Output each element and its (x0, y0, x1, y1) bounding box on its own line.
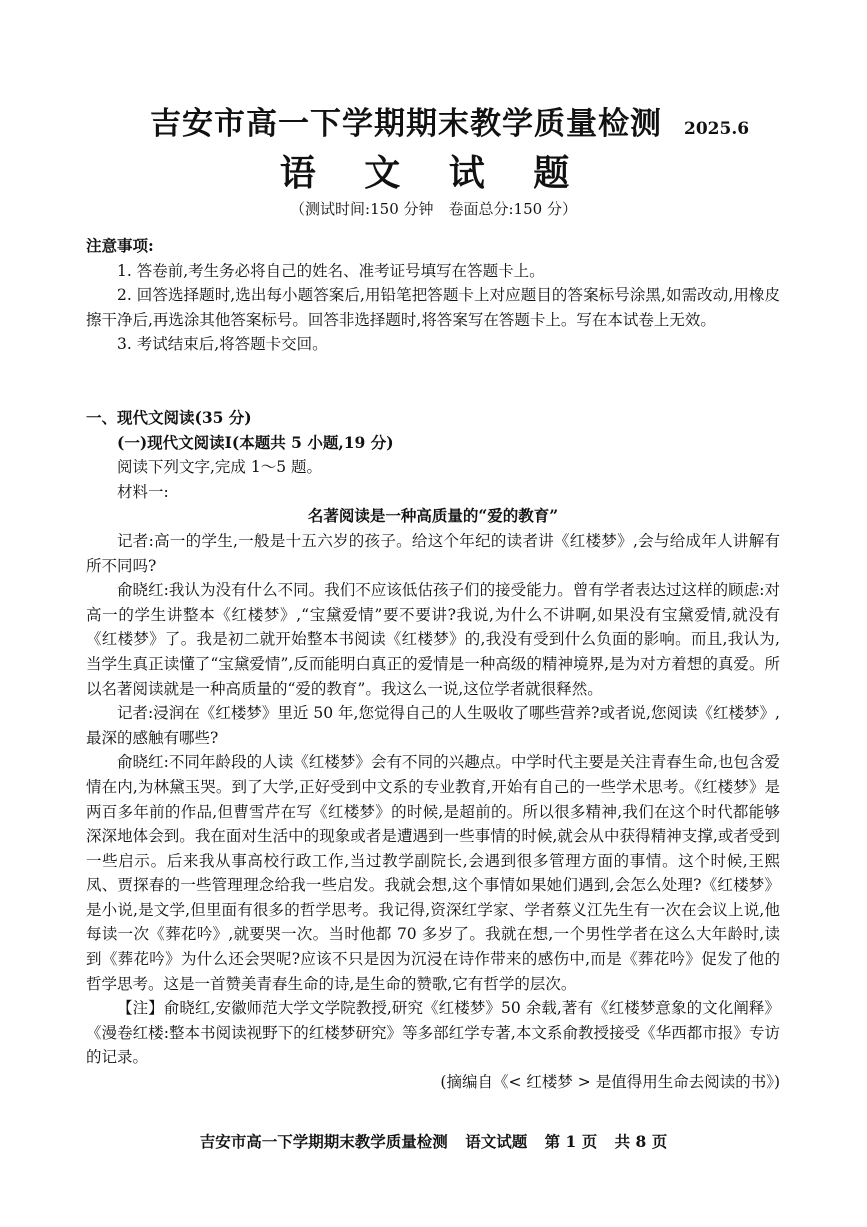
section-subheading: (一)现代文阅读Ⅰ(本题共 5 小题,19 分) (117, 432, 394, 452)
notice-item-1: 1. 答卷前,考生务必将自己的姓名、准考证号填写在答题卡上。 (117, 261, 545, 280)
section-block (86, 406, 780, 1095)
notice-item-2: 2. 回答选择题时,选出每小题答案后,用铅笔把答题卡上对应题目的答案标号涂黑,如需改动,用橡皮擦干净后,再选涂其他答案标号。回答非选择题时,将答案写在答题卡上。写在本试卷上无效。 (86, 286, 780, 329)
article-source: (摘编自《< 红楼梦 > 是值得用生命去阅读的书》) (440, 1073, 780, 1092)
article-paragraph-1: 记者:高一的学生,一般是十五六岁的孩子。给这个年纪的读者讲《红楼梦》,会与给成年人讲解有所不同吗? (86, 531, 780, 575)
notice-block (86, 234, 780, 357)
exam-date: 2025.6 (684, 119, 750, 139)
subject-title: 语 文 试 题 (279, 152, 588, 194)
footer-page-number: 第 1 页 (544, 1132, 598, 1151)
notice-item-3: 3. 考试结束后,将答题卡交回。 (117, 335, 328, 354)
section-heading: 一、现代文阅读(35 分) (86, 408, 252, 427)
page-footer (0, 1130, 867, 1152)
article-note: 【注】俞晓红,安徽师范大学文学院教授,研究《红楼梦》50 余载,著有《红楼梦意象的文化阐释》《漫卷红楼:整本书阅读视野下的红楼梦研究》等多部红学专著,本文系俞教授接受《华西都市报》专访的记录。 (86, 999, 780, 1067)
footer-total-pages: 共 8 页 (614, 1132, 668, 1151)
article-paragraph-2: 俞晓红:我认为没有什么不同。我们不应该低估孩子们的接受能力。曾有学者表达过这样的顾虑:对高一的学生讲整本《红楼梦》,“宝黛爱情”要不要讲?我说,为什么不讲啊,如果没有宝黛爱情,就没有《红楼梦》了。我是初二就开始整本书阅读《红楼梦》的,我没有受到什么负面的影响。而且,我认为,当学生真正读懂了“宝黛爱情”,反而能明白真正的爱情是一种高级的精神境界,是为对方着想的真爱。所以名著阅读就是一种高质量的“爱的教育”。我这么一说,这位学者就很释然。 (86, 581, 780, 698)
article-title: 名著阅读是一种高质量的“爱的教育” (307, 506, 559, 526)
article-paragraph-4: 俞晓红:不同年龄段的人读《红楼梦》会有不同的兴趣点。中学时代主要是关注青春生命,也包含爱情在内,为林黛玉哭。到了大学,正好受到中文系的专业教育,开始有自己的一些学术思考。《红楼梦》是两百多年前的作品,但曹雪芹在写《红楼梦》的时候,是超前的。所以很多精神,我们在这个时代都能够深深地体会到。我在面对生活中的现象或者是遭遇到一些事情的时候,就会从中获得精神支撑,或者受到一些启示。后来我从事高校行政工作,当过教学副院长,会遇到很多管理方面的事情。这个时候,王熙凤、贾探春的一些管理理念给我一些启发。我就会想,这个事情如果她们遇到,会怎么处理?《红楼梦》是小说,是文学,但里面有很多的哲学思考。我记得,资深红学家、学者蔡义江先生有一次在会议上说,他每读一次《葬花吟》,就要哭一次。当时他都 70 多岁了。我就在想,一个男性学者在这么大年龄时,读到《葬花吟》为什么还会哭呢?应该不只是因为沉浸在诗作带来的感伤中,而是《葬花吟》促发了他的哲学思考。这是一首赞美青春生命的诗,是生命的赞歌,它有哲学的层次。 (86, 753, 780, 993)
exam-header (150, 98, 750, 143)
section-instruction: 阅读下列文字,完成 1～5 题。 (117, 458, 323, 477)
footer-subject: 语文试题 (465, 1132, 528, 1151)
article-paragraph-3: 记者:浸润在《红楼梦》里近 50 年,您觉得自己的人生吸收了哪些营养?或者说,您阅读《红楼梦》,最深的感触有哪些? (86, 704, 780, 747)
footer-exam-name: 吉安市高一下学期期末教学质量检测 (199, 1132, 448, 1151)
material-label: 材料一: (117, 482, 169, 501)
exam-timing: （测试时间:150 分钟 卷面总分:150 分） (290, 200, 577, 218)
notice-heading: 注意事项: (86, 236, 154, 255)
exam-title: 吉安市高一下学期期末教学质量检测 (150, 106, 662, 142)
